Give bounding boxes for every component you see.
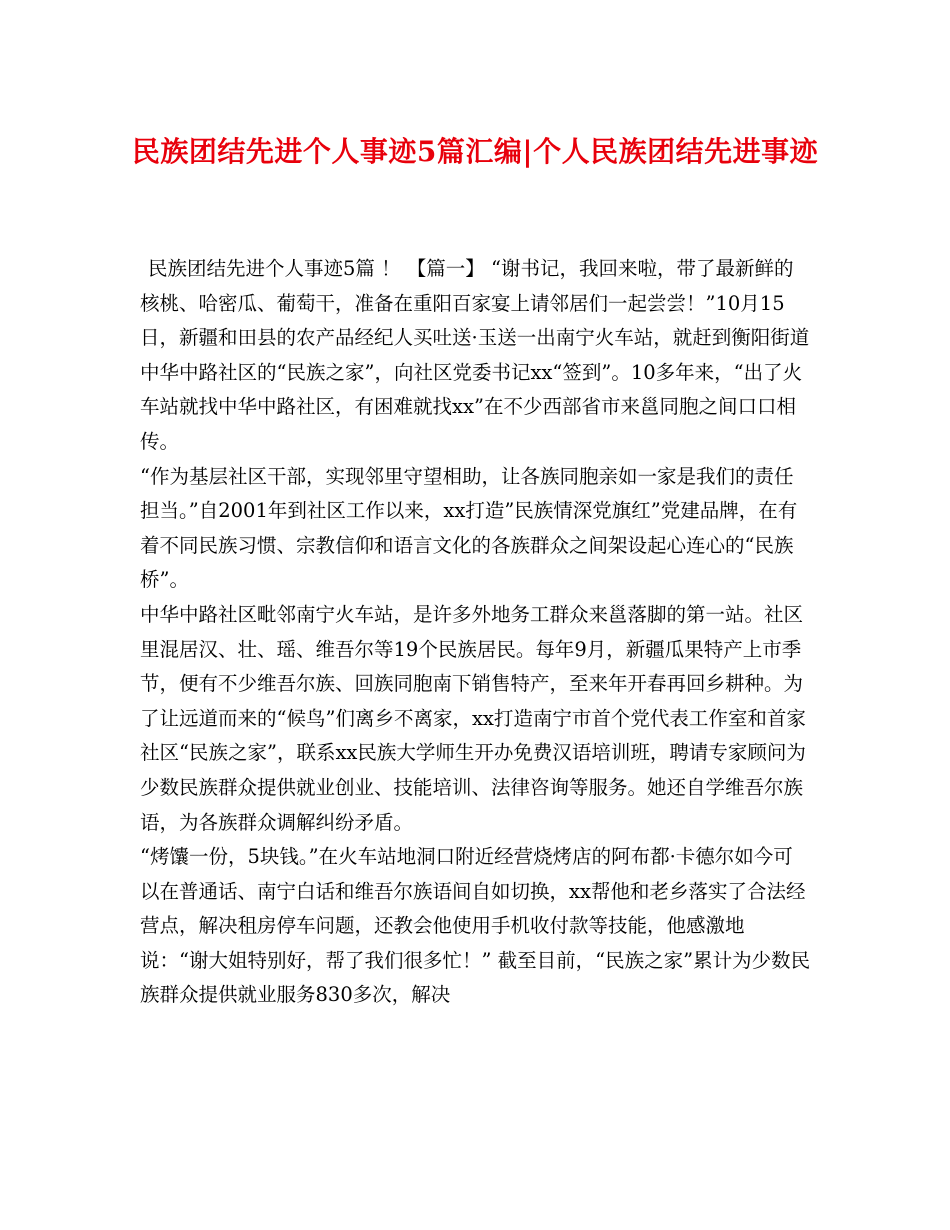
document-title: 民族团结先进个人事迹5篇汇编|个人民族团结先进事迹 (131, 135, 819, 168)
paragraph-4: “烤馕一份，5块钱。”在火车站地洞口附近经营烧烤店的阿布都·卡德尔如今可以在普通话、南宁白话和维吾尔族语间自如切换，xx帮他和老乡落实了合法经营点，解决租房停车问题，还教会他使用手机收付款等技能，他感激地说：“谢大姐特别好，帮了我们很多忙！” 截至目前，“民族之家”累计为少数民族群众提供就业服务830多次，解决 (140, 845, 811, 1007)
paragraph-1: 民族团结先进个人事迹5篇 ！ 【篇一】 “谢书记，我回来啦，带了最新鲜的核桃、哈密瓜、葡萄干，准备在重阳百家宴上请邻居们一起尝尝！”10月15日，新疆和田县的农产品经纪人买吐送·玉送一出南宁火车站，就赶到衡阳街道中华中路社区的“民族之家”，向社区党委书记xx“签到”。10多年来，“出了火车站就找中华中路社区，有困难就找xx”在不少西部省市来邕同胞之间口口相传。 (140, 257, 810, 453)
document-body (140, 252, 812, 1013)
paragraph-3: 中华中路社区毗邻南宁火车站，是许多外地务工群众来邕落脚的第一站。社区里混居汉、壮、瑶、维吾尔等19个民族居民。每年9月，新疆瓜果特产上市季节，便有不少维吾尔族、回族同胞南下销售特产，至来年开春再回乡耕种。为了让远道而来的“候鸟”们离乡不离家，xx打造南宁市首个党代表工作室和首家社区“民族之家”，联系xx民族大学师生开办免费汉语培训班，聘请专家顾问为少数民族群众提供就业创业、技能培训、法律咨询等服务。她还自学维吾尔族语，为各族群众调解纠纷矛盾。 (140, 602, 806, 834)
paragraph-2: “作为基层社区干部，实现邻里守望相助，让各族同胞亲如一家是我们的责任担当。”自2001年到社区工作以来，xx打造”民族情深党旗红”党建品牌，在有着不同民族习惯、宗教信仰和语言文化的各族群众之间架设起心连心的“民族桥”。 (140, 464, 798, 592)
